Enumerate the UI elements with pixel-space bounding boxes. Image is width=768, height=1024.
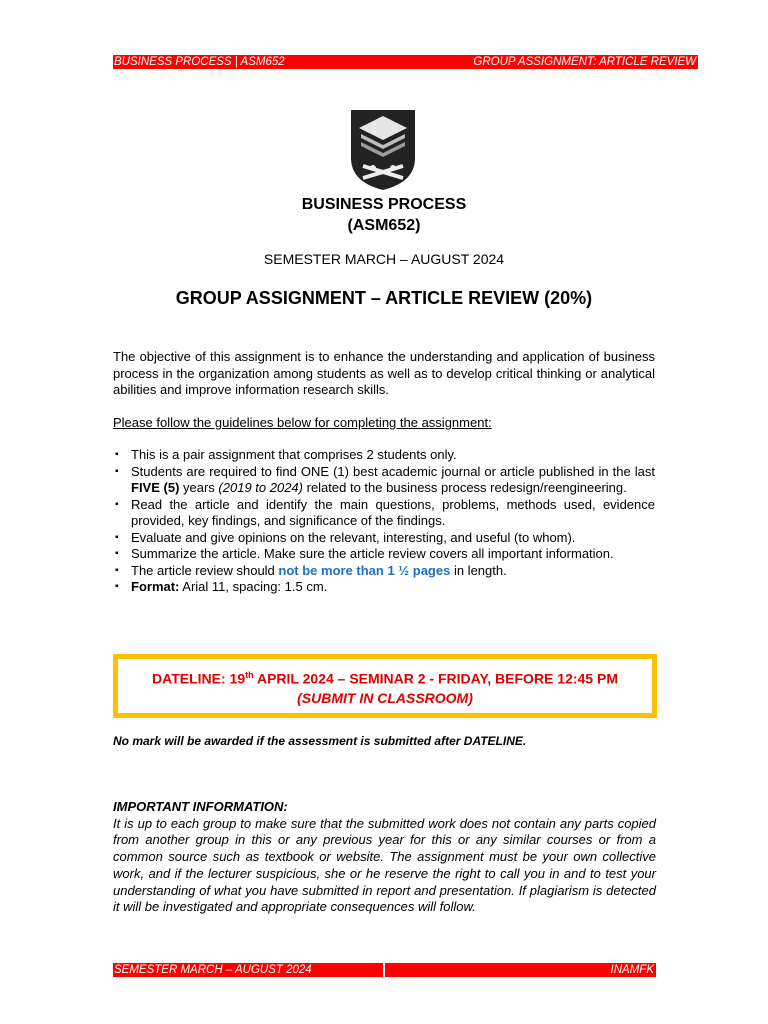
guideline-text: Summarize the article. Make sure the article review covers all important information. [131,546,614,561]
objective-paragraph: The objective of this assignment is to enhance the understanding and application of business process in the organization among students as well as to develop critical thinking or analytical abilities and improve information research skills. [113,349,655,397]
bullet-icon: ▪ [115,548,119,559]
late-submission-note: No mark will be awarded if the assessment is submitted after DATELINE. [113,734,527,748]
guideline-text: This is a pair assignment that comprises 2 students only. [131,447,457,462]
list-item [113,447,655,464]
important-text: It is up to each group to make sure that the submitted work does not contain any parts copied from another group in this or any previous year for this or any similar courses or from a common source such as textbook or website. The assignment must be your own collective work, and if the lecturer suspicious, she or he reserve the right to call you in and to test your understanding of what you have submitted in report and presentation. If plagiarism is detected it will be investigated and appropriate consequences will follow. [113,815,656,915]
bullet-icon: ▪ [115,498,119,510]
guideline-text: in length. [450,562,507,578]
header-bar [113,55,698,69]
guideline-text: related to the business process redesign/reengineering. [303,480,627,495]
course-code: (ASM652) [347,217,421,234]
dateline-ordinal: th [245,670,254,680]
guideline-text: The article review should [131,562,279,578]
guideline-text: years [179,480,219,495]
list-item [113,546,655,563]
list-item [113,464,655,497]
university-crest-icon [349,108,417,192]
header-assignment: GROUP ASSIGNMENT: ARTICLE REVIEW [473,56,696,68]
guidelines-intro: Please follow the guidelines below for completing the assignment: [113,415,492,430]
bullet-icon: ▪ [115,564,119,576]
guideline-text: Evaluate and give opinions on the relevant, interesting, and useful (to whom). [131,529,576,545]
list-item [113,563,655,580]
guideline-text: Read the article and identify the main questions, problems, methods used, evidence provided, key findings, and significance of the findings. [131,496,655,528]
guideline-text: Students are required to find ONE (1) best academic journal or article published in the last [131,463,655,479]
guidelines-list [113,447,655,596]
dateline-box [113,654,657,718]
header-course: BUSINESS PROCESS | ASM652 [114,56,285,68]
dateline-date: APRIL 2024 – SEMINAR 2 - FRIDAY, BEFORE 12:45 PM [253,670,618,687]
bullet-icon: ▪ [115,449,119,460]
guideline-text: Arial 11, spacing: 1.5 cm. [179,579,328,594]
bullet-icon: ▪ [115,465,119,477]
list-item [113,497,655,530]
format-label: Format: [131,579,180,594]
list-item [113,579,655,596]
list-item [113,530,655,547]
guideline-emphasis: FIVE (5) [131,480,180,495]
semester-label: SEMESTER MARCH – AUGUST 2024 [263,251,505,267]
important-heading: IMPORTANT INFORMATION: [113,799,288,814]
footer-bar [113,963,656,977]
footer-semester: SEMESTER MARCH – AUGUST 2024 [114,964,312,976]
assignment-title: GROUP ASSIGNMENT – ARTICLE REVIEW (20%) [175,288,593,308]
dateline-text [118,666,652,689]
guideline-years: (2019 to 2024) [218,480,303,495]
course-title: BUSINESS PROCESS [301,196,467,213]
dateline-submit-note: (SUBMIT IN CLASSROOM) [297,689,473,706]
bullet-icon: ▪ [115,581,119,592]
bullet-icon: ▪ [115,531,119,543]
page-limit-highlight: not be more than 1 ½ pages [278,562,451,578]
footer-divider [383,963,385,977]
dateline-label: DATELINE: 19 [152,670,246,687]
important-information [113,799,656,916]
footer-author: INAMFK [610,964,654,976]
